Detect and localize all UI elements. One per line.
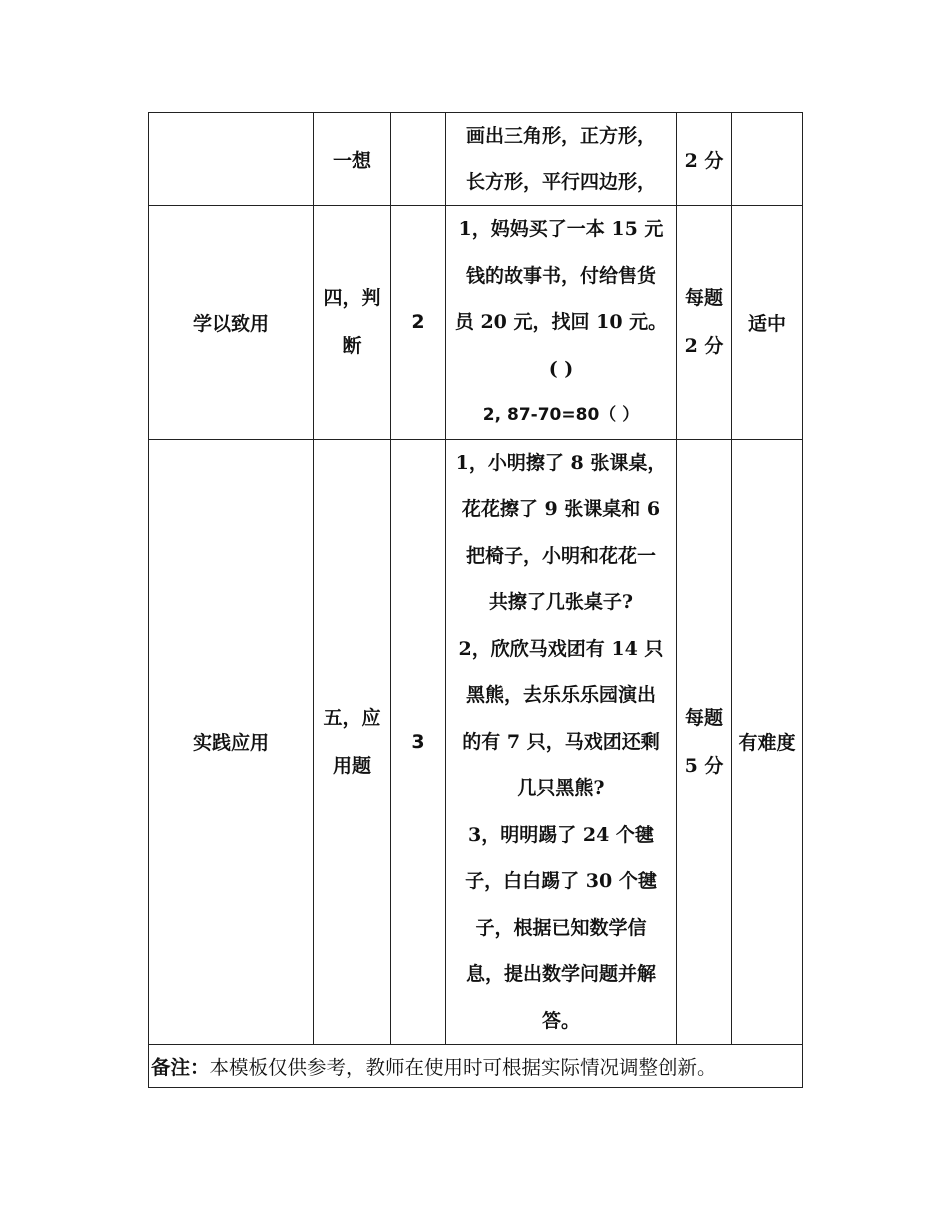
cell-stage: 学以致用 bbox=[149, 206, 314, 440]
content-line: 子，根据已知数学信 bbox=[475, 916, 647, 939]
note-text: 本模板仅供参考，教师在使用时可根据实际情况调整创新。 bbox=[209, 1056, 717, 1079]
cell-number: 3 bbox=[391, 439, 446, 1045]
cell-content bbox=[446, 113, 677, 206]
score-line: 每题 bbox=[684, 287, 723, 310]
content-line: 共擦了几张桌子? bbox=[488, 591, 634, 613]
cell-section: 一想 bbox=[314, 113, 391, 206]
section-line: 四，判 bbox=[323, 287, 381, 310]
note-label: 备注： bbox=[151, 1056, 210, 1079]
cell-section bbox=[314, 439, 391, 1045]
cell-score: 2 分 bbox=[677, 113, 732, 206]
content-line: 答。 bbox=[541, 1009, 580, 1032]
content-line: 黑熊，去乐乐乐园演出 bbox=[465, 684, 656, 706]
content-line: 1，小明擦了 8 张课桌， bbox=[455, 451, 667, 474]
content-line: 的有 7 只，马戏团还剩 bbox=[462, 730, 660, 753]
note-cell bbox=[149, 1045, 803, 1088]
content-line: 把椅子，小明和花花一 bbox=[465, 544, 656, 567]
content-line: 钱的故事书，付给售货 bbox=[465, 264, 656, 287]
cell-number bbox=[391, 113, 446, 206]
cell-score bbox=[677, 439, 732, 1045]
cell-difficulty bbox=[732, 113, 803, 206]
section-line: 五，应 bbox=[323, 706, 381, 729]
content-line: 几只黑熊? bbox=[517, 777, 605, 799]
content-line: 2，欣欣马戏团有 14 只 bbox=[458, 637, 664, 660]
cell-content bbox=[446, 439, 677, 1045]
score-line: 2 分 bbox=[684, 335, 724, 358]
cell-number: 2 bbox=[391, 206, 446, 440]
cell-score bbox=[677, 206, 732, 440]
content-line: 员 20 元，找回 10 元。 bbox=[454, 311, 668, 333]
cell-section bbox=[314, 206, 391, 440]
cell-difficulty: 有难度 bbox=[732, 439, 803, 1045]
content-line: ( ) bbox=[548, 357, 574, 380]
content-line: 子，白白踢了 30 个毽 bbox=[465, 870, 657, 892]
content-line: 画出三角形，正方形， bbox=[465, 125, 656, 147]
cell-difficulty: 适中 bbox=[732, 206, 803, 440]
section-line: 断 bbox=[342, 335, 362, 358]
table-row-note bbox=[149, 1045, 803, 1088]
table-row-apply bbox=[149, 206, 803, 440]
content-line: 2, 87-70=80（ ） bbox=[482, 405, 640, 425]
content-line: 3，明明踢了 24 个毽 bbox=[468, 823, 654, 846]
cell-stage bbox=[149, 113, 314, 206]
content-line: 花花擦了 9 张课桌和 6 bbox=[461, 498, 661, 520]
lesson-plan-table bbox=[148, 112, 803, 1088]
score-line: 每题 bbox=[684, 706, 723, 729]
cell-stage: 实践应用 bbox=[149, 439, 314, 1045]
table-row-continuation bbox=[149, 113, 803, 206]
content-line: 长方形，平行四边形， bbox=[465, 171, 656, 193]
table-row-practice bbox=[149, 439, 803, 1045]
section-line: 用题 bbox=[332, 754, 371, 777]
content-line: 1，妈妈买了一本 15 元 bbox=[458, 218, 664, 240]
score-line: 5 分 bbox=[684, 754, 724, 777]
content-line: 息，提出数学问题并解 bbox=[465, 963, 656, 985]
cell-content bbox=[446, 206, 677, 440]
